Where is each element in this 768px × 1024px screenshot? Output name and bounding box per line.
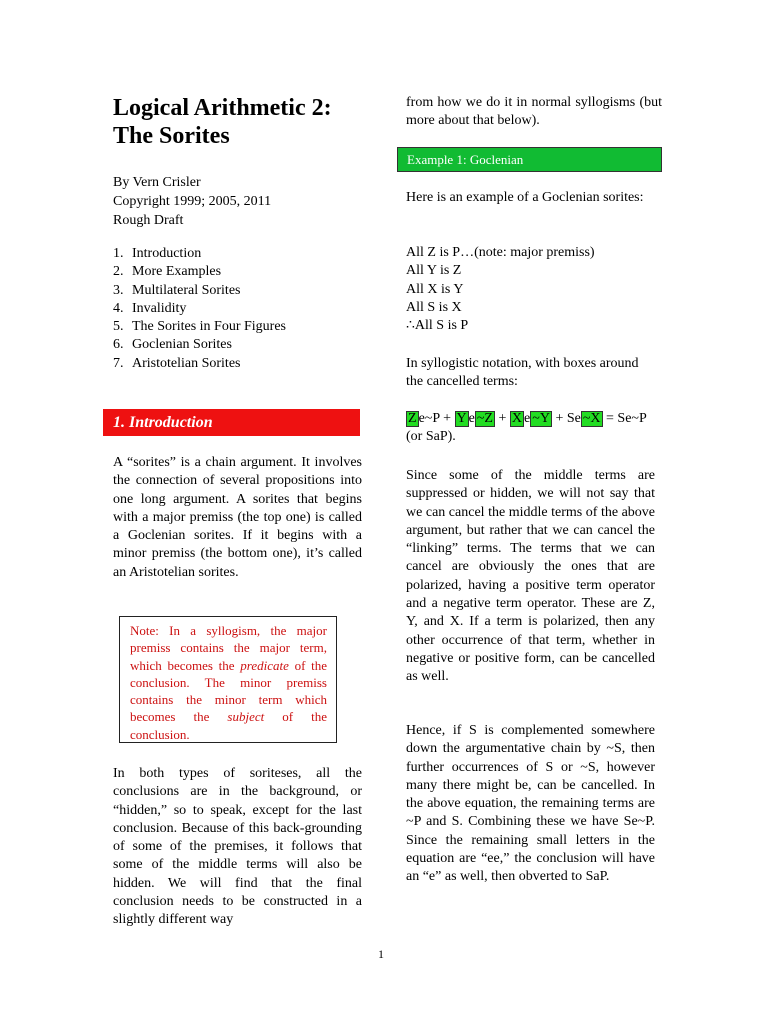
notation-intro-paragraph: In syllogistic notation, with boxes around the cancelled terms:	[406, 356, 639, 390]
toc-item[interactable]: 7. Aristotelian Sorites	[113, 355, 241, 371]
cancelled-term-box: ~X	[582, 411, 601, 426]
cancelled-term-box: ~Z	[476, 411, 493, 426]
note-box: Note: In a syllogism, the major premiss contains the major term, which becomes the predicate of the conclusion. The minor premiss contains the minor term which becomes the subject of the conclusion.	[119, 616, 337, 743]
intro-paragraph: A “sorites” is a chain argument. It involves the connection of several propositions into one long argument. A sorites that begins with a major premiss (the top one) is called a Goclenian sorites. If it begins with a minor premiss (the bottom one), it’s called an Aristotelian sorites.	[113, 455, 362, 580]
section-heading-introduction: 1. Introduction	[103, 409, 360, 436]
example-heading: Example 1: Goclenian	[397, 147, 662, 172]
toc-item[interactable]: 6. Goclenian Sorites	[113, 337, 232, 353]
middle-terms-paragraph: Since some of the middle terms are suppressed or hidden, we will not say that we can cancel the middle terms of the above argument, but rather that we can cancel the “linking” terms. The terms that we can cancel are obviously the ones that are polarized, having a positive term operator and a negative term operator. These are Z, Y, and X. If a term is polarized, then any other occurrence of that term, whether in negative or positive form, can be cancelled as well.	[406, 468, 655, 685]
continued-paragraph: from how we do it in normal syllogisms (but more about that below).	[406, 95, 662, 129]
cancelled-term-box: X	[511, 411, 523, 426]
premise-line: All Y is Z	[406, 263, 462, 278]
title-line-2: The Sorites	[113, 123, 230, 149]
toc-item[interactable]: 1. Introduction	[113, 246, 202, 261]
syllogistic-equation: Z e~P + Y e ~Z + X e ~Y + Se ~X = Se~P (or SaP).	[406, 410, 647, 447]
document-title	[113, 94, 373, 150]
toc-item[interactable]: 5. The Sorites in Four Figures	[113, 319, 286, 335]
copyright: Copyright 1999; 2005, 2011	[113, 194, 272, 209]
author: By Vern Crisler	[113, 175, 201, 190]
conclusion-line: ∴All S is P	[406, 318, 469, 333]
cancelled-term-box: Z	[408, 411, 417, 426]
draft-status: Rough Draft	[113, 213, 184, 228]
cancelled-term-box: ~Y	[532, 411, 550, 426]
premise-line: All X is Y	[406, 282, 464, 297]
premise-line: All Z is P…(note: major premiss)	[406, 245, 595, 260]
hence-paragraph: Hence, if S is complemented somewhere down the argumentative chain by ~S, then further occurrences of S or ~S, however many there might be, can be cancelled. In the above equation, the remaining terms are ~P and S. Combining these we have Se~P. Since the remaining small letters in the equation are “ee,” the conclusion will have an “e” as well, then obverted to SaP.	[406, 723, 655, 885]
equation-alt: (or SaP).	[406, 429, 456, 445]
premise-line: All S is X	[406, 300, 462, 315]
toc-item[interactable]: 3. Multilateral Sorites	[113, 282, 241, 298]
toc-item[interactable]: 4. Invalidity	[113, 300, 187, 316]
title-line-1: Logical Arithmetic 2:	[113, 95, 332, 121]
table-of-contents	[113, 245, 286, 373]
toc-item[interactable]: 2. More Examples	[113, 264, 222, 280]
soriteses-paragraph: In both types of soriteses, all the conclusions are in the background, or “hidden,” so to speak, except for the last conclusion. Because of this back-grounding of some of the premises, it follows that some of the middle terms will also be hidden. We will find that the final conclusion needs to be constructed in a slightly different way	[113, 766, 362, 928]
example-intro-paragraph: Here is an example of a Goclenian sorites:	[406, 190, 644, 205]
page-number: 1	[378, 947, 384, 961]
cancelled-term-box: Y	[456, 411, 467, 426]
document-meta	[113, 173, 271, 230]
